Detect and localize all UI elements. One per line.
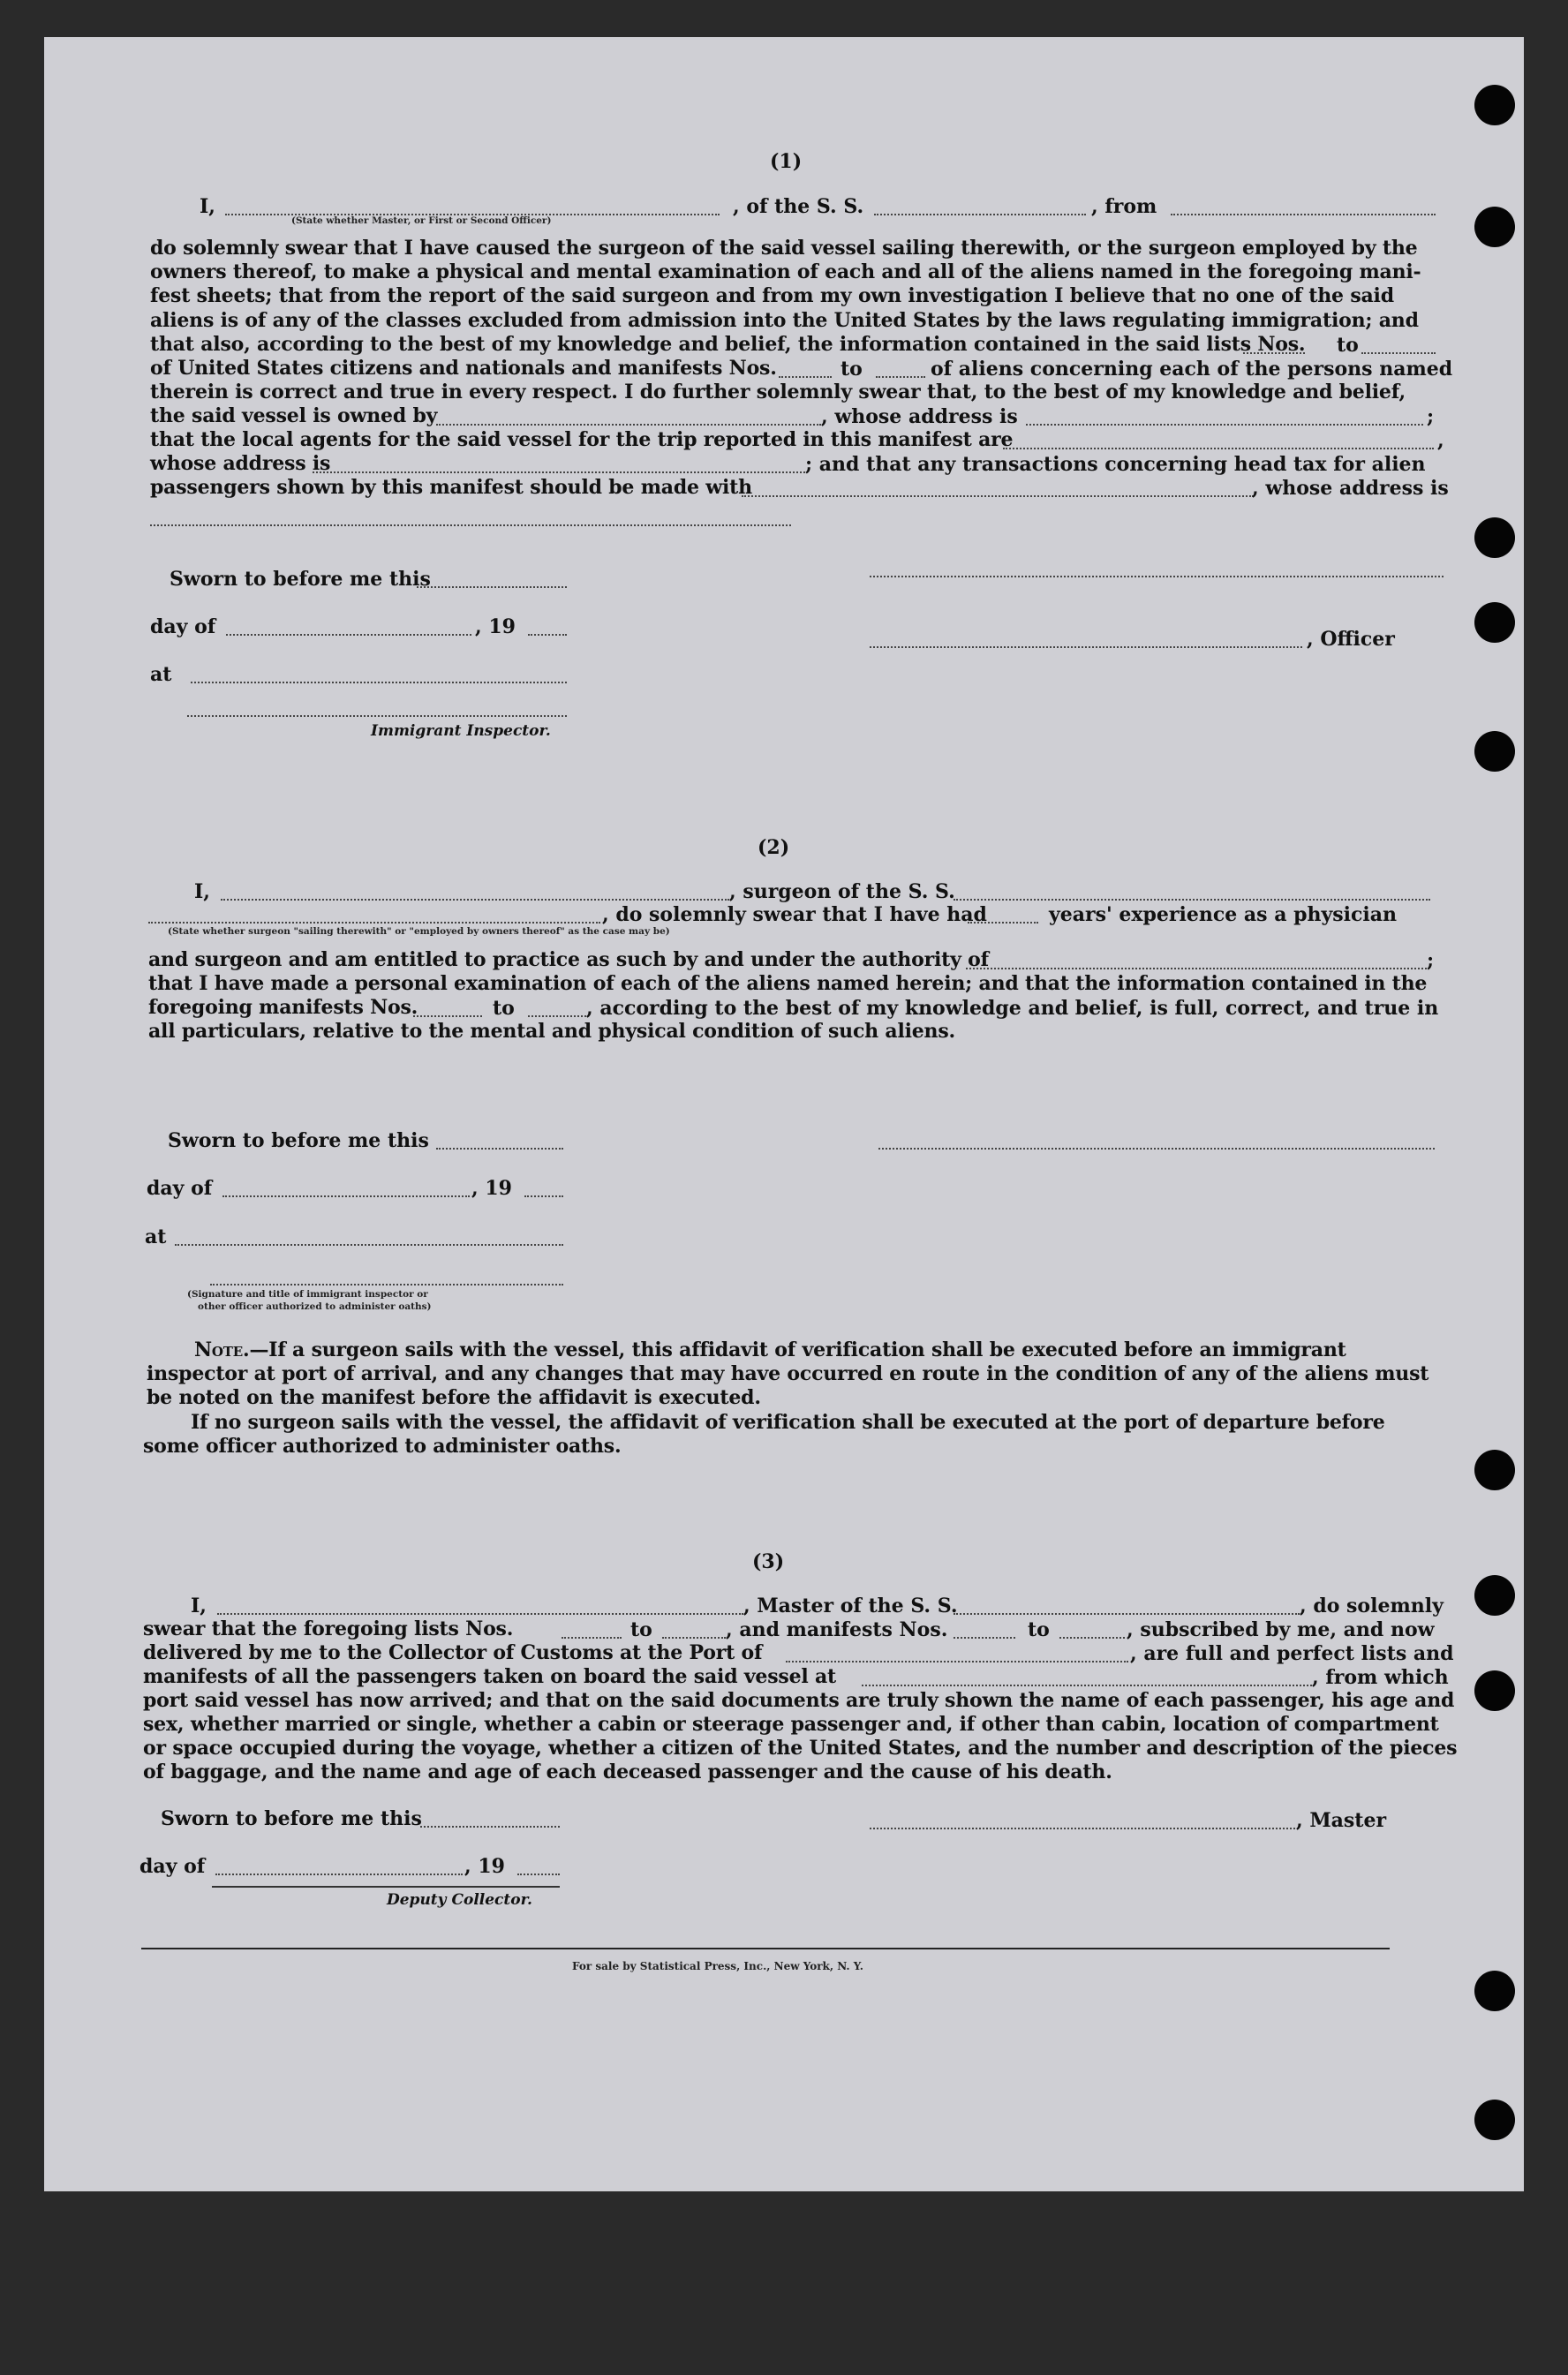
s1-inspector-label: Immigrant Inspector. xyxy=(371,722,551,740)
s1-lists-to-field[interactable] xyxy=(1361,352,1436,354)
s2-to: to xyxy=(493,997,515,1020)
s3-manifest-from-field[interactable] xyxy=(954,1637,1015,1639)
s2-sig-caption-2: other officer authorized to administer oaths) xyxy=(198,1301,432,1312)
section-1-heading: (1) xyxy=(770,150,803,173)
s2-year-field[interactable] xyxy=(524,1195,563,1197)
s1-at-field[interactable] xyxy=(191,682,567,683)
s3-manifest-to-field[interactable] xyxy=(1059,1637,1125,1639)
s3-to: to xyxy=(630,1618,652,1641)
s2-note-3: be noted on the manifest before the affidavit is executed. xyxy=(147,1386,761,1409)
s1-comma: , xyxy=(1437,429,1444,452)
s1-of-ss: , of the S. S. xyxy=(733,195,864,218)
s3-19: , 19 xyxy=(464,1855,505,1878)
s1-sworn: Sworn to before me this xyxy=(170,568,431,591)
s1-body-9: that the local agents for the said vessel for the trip reported in this manifest are xyxy=(150,428,1014,451)
s1-officer-label: , Officer xyxy=(1307,628,1395,651)
s2-line3: and surgeon and am entitled to practice as such by and under the authority of xyxy=(148,948,989,971)
section-3-heading: (3) xyxy=(752,1550,785,1573)
s1-year-field[interactable] xyxy=(528,634,567,636)
s1-lists-from-field[interactable] xyxy=(1243,352,1305,354)
s3-i: I, xyxy=(191,1595,207,1617)
s2-day-field[interactable] xyxy=(222,1195,470,1197)
s3-line2b: , and manifests Nos. xyxy=(726,1618,948,1641)
s3-lists-from-field[interactable] xyxy=(562,1637,622,1639)
s1-officer-sig-top[interactable] xyxy=(870,576,1444,577)
s1-semicolon: ; xyxy=(1427,405,1435,428)
s2-surgeon-sig-field[interactable] xyxy=(878,1148,1435,1150)
s2-at-field[interactable] xyxy=(175,1244,563,1246)
s2-note-text: —If a surgeon sails with the vessel, this affidavit of verification shall be executed before an immigrant xyxy=(249,1338,1346,1361)
s2-sworn-field[interactable] xyxy=(436,1148,563,1150)
s3-line2a: swear that the foregoing lists Nos. xyxy=(143,1617,514,1640)
s1-head-tax: ; and that any transactions concerning head tax for alien xyxy=(805,453,1426,476)
s3-line6: sex, whether married or single, whether a cabin or steerage passenger and, if other than cabin, location of compartment xyxy=(143,1713,1439,1736)
s2-line5a: foregoing manifests Nos. xyxy=(148,996,418,1019)
s2-note-1 xyxy=(194,1338,1346,1363)
s2-line4: that I have made a personal examination of each of the aliens named herein; and that the information contained in the xyxy=(148,972,1428,995)
s2-i: I, xyxy=(194,880,210,903)
s2-swear: , do solemnly swear that I have had xyxy=(602,903,987,926)
s3-line8: of baggage, and the name and age of each deceased passenger and the cause of his death. xyxy=(143,1761,1112,1783)
s2-manifest-to-field[interactable] xyxy=(528,1015,586,1017)
s3-sworn-field[interactable] xyxy=(420,1826,560,1828)
s1-body-6: of United States citizens and nationals and manifests Nos. xyxy=(150,357,777,380)
s1-tax-agent-field[interactable] xyxy=(742,495,1254,497)
s3-line3a: delivered by me to the Collector of Customs at the Port of xyxy=(143,1641,763,1664)
s2-inspector-sig-field[interactable] xyxy=(210,1284,563,1286)
s1-to: to xyxy=(1337,334,1359,357)
s1-day-field[interactable] xyxy=(226,634,471,636)
punch-hole xyxy=(1474,1670,1515,1711)
s1-agents-address-field[interactable] xyxy=(313,471,805,473)
s3-to-2: to xyxy=(1028,1618,1050,1641)
s3-line4b: , from which xyxy=(1312,1666,1449,1689)
s2-note-4: If no surgeon sails with the vessel, the affidavit of verification shall be executed at the port of departure before xyxy=(191,1411,1385,1434)
s3-year-field[interactable] xyxy=(517,1874,560,1875)
s2-authority-field[interactable] xyxy=(966,968,1427,969)
s3-port-field[interactable] xyxy=(786,1661,1128,1662)
s2-note-2: inspector at port of arrival, and any changes that may have occurred en route in the condition of any of the aliens must xyxy=(147,1362,1429,1385)
section-2-heading: (2) xyxy=(758,836,790,859)
s1-from-field[interactable] xyxy=(1171,214,1436,215)
s1-at: at xyxy=(150,663,172,686)
punch-hole xyxy=(1474,85,1515,125)
s3-lists-to-field[interactable] xyxy=(662,1637,726,1639)
s3-deputy-label: Deputy Collector. xyxy=(387,1891,532,1909)
s1-owner-field[interactable] xyxy=(436,424,821,426)
s3-embark-port-field[interactable] xyxy=(862,1685,1312,1686)
s1-from: , from xyxy=(1091,195,1157,218)
punch-hole xyxy=(1474,1575,1515,1616)
s2-surgeon-of: , surgeon of the S. S. xyxy=(729,880,955,903)
s3-line7: or space occupied during the voyage, whether a citizen of the United States, and the number and description of the pieces xyxy=(143,1737,1458,1760)
s1-whose-address: , whose address is xyxy=(821,405,1018,428)
s1-whose-address-end: , whose address is xyxy=(1252,477,1449,500)
s2-note-5: some officer authorized to administer oaths. xyxy=(143,1435,622,1458)
s2-19: , 19 xyxy=(471,1177,512,1200)
s1-caption: (State whether Master, or First or Second Officer) xyxy=(291,215,552,226)
punch-hole xyxy=(1474,517,1515,558)
s1-of-aliens: of aliens concerning each of the persons named xyxy=(931,358,1453,381)
s2-caption: (State whether surgeon "sailing therewith" or "employed by owners thereof" as the case may be) xyxy=(168,926,670,937)
s1-body-2: owners thereof, to make a physical and mental examination of each and all of the aliens named in the foregoing mani- xyxy=(150,260,1421,283)
s3-master-label: , Master xyxy=(1296,1809,1387,1832)
s1-body-11: passengers shown by this manifest should be made with xyxy=(150,476,752,499)
punch-hole xyxy=(1474,1971,1515,2011)
punch-hole xyxy=(1474,602,1515,643)
footer-text: For sale by Statistical Press, Inc., New York, N. Y. xyxy=(572,1960,863,1972)
punch-hole xyxy=(1474,2100,1515,2140)
s1-body-4: aliens is of any of the classes excluded from admission into the United States by the laws regulating immigration; and xyxy=(150,309,1419,332)
s1-body-3: fest sheets; that from the report of the said surgeon and from my own investigation I believe that no one of the said xyxy=(150,284,1394,307)
s3-day-field[interactable] xyxy=(215,1874,463,1875)
s2-sworn: Sworn to before me this xyxy=(168,1129,429,1152)
s3-line2c: , subscribed by me, and now xyxy=(1127,1618,1435,1641)
s1-address-line[interactable] xyxy=(150,524,791,526)
s2-semicolon: ; xyxy=(1427,949,1435,972)
s1-manifest-to-field[interactable] xyxy=(876,376,925,378)
s1-body-10: whose address is xyxy=(150,452,331,475)
s2-note-label: Note. xyxy=(194,1338,250,1361)
form-page xyxy=(44,37,1524,2191)
s1-manifest-from-field[interactable] xyxy=(779,376,832,378)
s3-line3b: , are full and perfect lists and xyxy=(1130,1642,1454,1665)
s1-body-8: the said vessel is owned by xyxy=(150,404,438,427)
s2-years: years' experience as a physician xyxy=(1049,903,1398,926)
s2-manifest-from-field[interactable] xyxy=(413,1015,482,1017)
s2-name-field[interactable] xyxy=(221,899,729,901)
s1-inspector-sig-field[interactable] xyxy=(187,715,567,717)
s2-sig-caption-1: (Signature and title of immigrant inspector or xyxy=(187,1289,428,1300)
s1-officer-sig-field[interactable] xyxy=(870,646,1302,648)
s1-i: I, xyxy=(200,195,215,218)
s3-name-field[interactable] xyxy=(217,1613,743,1615)
s3-master-sig-field[interactable] xyxy=(870,1828,1295,1829)
s2-at: at xyxy=(145,1225,167,1248)
s1-to-2: to xyxy=(841,358,863,381)
s1-ship-field[interactable] xyxy=(874,214,1086,215)
footer-rule xyxy=(141,1948,1390,1949)
punch-hole xyxy=(1474,207,1515,247)
s2-ship-field[interactable] xyxy=(954,899,1430,901)
s1-body-5: that also, according to the best of my knowledge and belief, the information contained in the said lists Nos. xyxy=(150,333,1306,356)
s2-day-of: day of xyxy=(147,1177,213,1200)
s1-agents-field[interactable] xyxy=(1003,448,1434,449)
s1-owner-address-field[interactable] xyxy=(1026,424,1423,426)
punch-hole xyxy=(1474,1450,1515,1490)
s3-line4a: manifests of all the passengers taken on board the said vessel at xyxy=(143,1665,837,1688)
s1-day-of: day of xyxy=(150,615,216,638)
s1-sworn-field[interactable] xyxy=(417,586,567,588)
s3-line1-end: , do solemnly xyxy=(1300,1595,1444,1617)
s1-body-7: therein is correct and true in every respect. I do further solemnly swear that, to the best of my knowledge and belief, xyxy=(150,381,1406,403)
s1-body-1: do solemnly swear that I have caused the surgeon of the said vessel sailing therewith, or the surgeon employed by the xyxy=(150,237,1418,260)
punch-hole xyxy=(1474,731,1515,772)
s3-line5: port said vessel has now arrived; and that on the said documents are truly shown the name of each passenger, his age and xyxy=(143,1689,1455,1712)
s2-years-field[interactable] xyxy=(968,922,1038,924)
s2-status-field[interactable] xyxy=(148,922,600,924)
s3-master-of: , Master of the S. S. xyxy=(743,1595,958,1617)
s3-ship-field[interactable] xyxy=(954,1613,1300,1615)
s1-19: , 19 xyxy=(475,615,516,638)
s3-sworn: Sworn to before me this xyxy=(161,1807,422,1830)
s2-line6: all particulars, relative to the mental and physical condition of such aliens. xyxy=(148,1020,955,1043)
s3-day-of: day of xyxy=(139,1855,206,1878)
s2-line5b: , according to the best of my knowledge and belief, is full, correct, and true in xyxy=(586,997,1439,1020)
